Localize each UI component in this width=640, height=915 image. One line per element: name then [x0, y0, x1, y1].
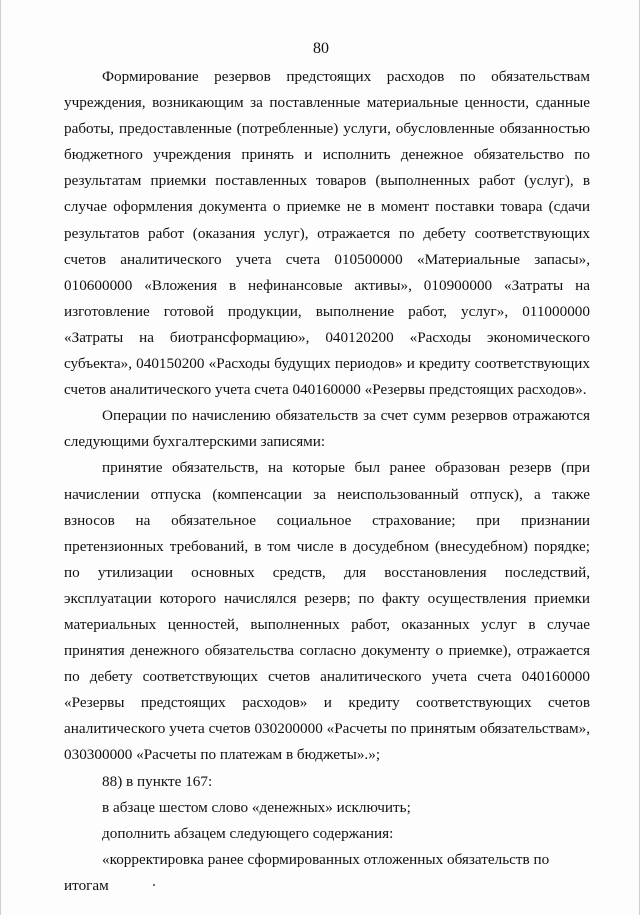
paragraph-exclude-word: в абзаце шестом слово «денежных» исключить;	[102, 798, 411, 816]
paragraph-item-88: 88) в пункте 167:	[102, 772, 213, 790]
page-number: 80	[313, 40, 329, 57]
paragraph-correction-start: «корректировка ранее сформированных отложенных обязательств по итогам	[64, 850, 550, 894]
scan-speck	[153, 884, 155, 886]
paragraph-reserve-formation: Формирование резервов предстоящих расходов по обязательствам учреждения, возникающим за поставленные материальные ценности, сданные работы, предоставленные (потребленные) услуги, обусловленные обязанностью бюджетного учреждения принять и исполнить денежное обязательство по результатам приемки поставленных товаров (выполненных работ (услуг), в случае оформления документа о приемке не в момент поставки товара (сдачи результатов работ (оказания услуг), отражается по дебету соответствующих счетов аналитического учета счета 010500000 «Материальные запасы», 010600000 «Вложения в нефинансовые активы», 010900000 «Затраты на изготовление готовой продукции, выполнение работ, услуг», 011000000 «Затраты на биотрансформацию», 040120200 «Расходы экономического субъекта», 040150200 «Расходы будущих периодов» и кредиту соответствующих счетов аналитического учета счета 040160000 «Резервы предстоящих расходов».	[64, 68, 590, 399]
paragraph-operations-intro: Операции по начислению обязательств за счет сумм резервов отражаются следующими бухгалтерскими записями:	[64, 407, 590, 451]
paragraph-add-abzac: дополнить абзацем следующего содержания:	[102, 824, 394, 842]
paragraph-obligations-acceptance: принятие обязательств, на которые был ранее образован резерв (при начислении отпуска (компенсации за неиспользованный отпуск), а также взносов на обязательное социальное страхование; при признании претензионных требований, в том числе в досудебном (внесудебном) порядке; по утилизации основных средств, для восстановления последствий, эксплуатации которого начислялся резерв; по факту осуществления приемки материальных ценностей, выполненных работ, оказанных услуг в случае принятия денежного обязательства согласно документу о приемке), отражается по дебету соответствующих счетов аналитического учета счета 040160000 «Резервы предстоящих расходов» и кредиту соответствующих счетов аналитического учета счетов 030200000 «Расчеты по принятым обязательствам», 030300000 «Расчеты по платежам в бюджеты».»;	[64, 459, 590, 764]
document-body	[64, 64, 590, 899]
